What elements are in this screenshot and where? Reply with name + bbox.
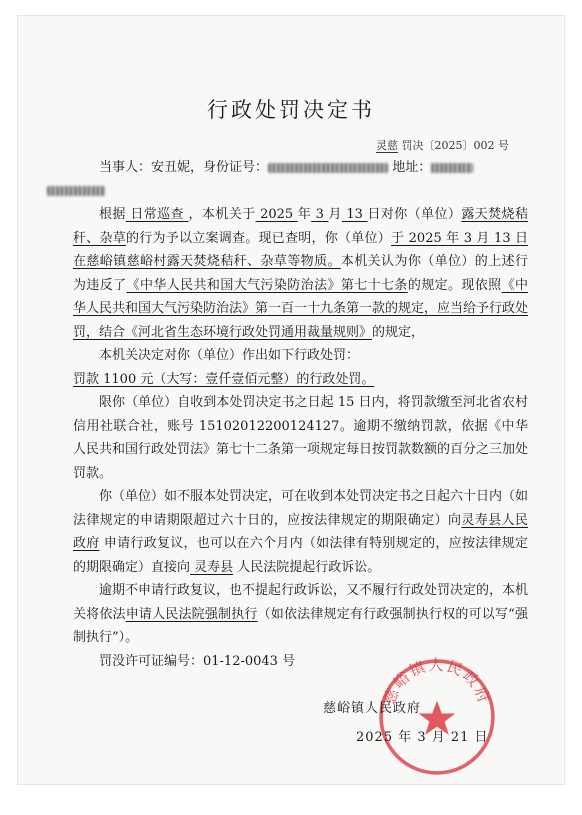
- party-label: 当事人：: [99, 160, 152, 175]
- id-label: 身份证号：: [203, 160, 269, 175]
- party-line: [73, 156, 528, 203]
- case-month: 3: [311, 207, 329, 222]
- official-seal-icon: [376, 656, 498, 778]
- document-number-suffix: 罚决〔2025〕002 号: [398, 139, 509, 152]
- issuing-authority: 慈峪镇人民政府: [323, 701, 422, 716]
- text-segment: 申请行政复议，也可以在六个月内（如法律有特别规定的，应按法律规定的期限确定）直接向: [73, 536, 528, 575]
- redacted-address: [431, 163, 473, 173]
- paragraph-decision: [73, 344, 528, 391]
- case-day: 13: [341, 207, 368, 222]
- text-segment: 的规定。现依照: [407, 277, 502, 293]
- decision-intro: 本机关决定对你（单位）作出如下行政处罚：: [99, 348, 360, 363]
- document-number: [376, 137, 509, 153]
- document-body: [73, 156, 528, 673]
- text-segment: （如依法律规定有行政强制执行权的可以写“强制执行”）。: [73, 606, 528, 645]
- seal-text: 慈峪镇人民政府: [380, 656, 494, 708]
- penalty-basis: 《中华人民共和国大气污染防治法》第一百一十九条第一款的规定，应当给予行政处罚，结合《河北省生态环境行政处罚通用裁量规则》: [73, 277, 529, 340]
- case-source: 日常巡查: [125, 207, 189, 222]
- text-segment: 的行为予以立案调查。现已查明，你（单位）: [126, 230, 392, 246]
- address-label: 地址：: [392, 160, 432, 175]
- text-segment: 人民法院提起行政诉讼。: [233, 559, 381, 575]
- case-year: 2025: [255, 207, 298, 222]
- violation-type: 露天焚烧秸秆、杂草: [73, 207, 528, 246]
- text-segment: 本机关认为你（单位）的上述行为违反了: [73, 254, 528, 293]
- text-segment: 的规定，: [372, 324, 425, 340]
- text-segment: 你（单位）如不服本处罚决定，可在收到本处罚决定书之日起六十日内（如法律规定的申请期限超过六十日的，应按法律规定的期限确定）向: [73, 489, 529, 528]
- violated-law: 《中华人民共和国大气污染防治法》第七十七条: [126, 277, 408, 293]
- document-number-prefix: 灵慈: [376, 139, 399, 152]
- redacted-id-number: [268, 163, 388, 173]
- text-segment: ，本机关于: [188, 207, 256, 222]
- enforcement-method: 申请人民法院强制执行: [125, 606, 258, 622]
- text-segment: 月: [328, 207, 342, 222]
- permit-number: 罚没许可证编号：01-12-0043 号: [99, 653, 296, 669]
- fine-amount: 罚款 1100 元（大写：壹仟壹佰元整）的行政处罚。: [73, 371, 375, 387]
- text-segment: 逾期不申请行政复议，也不提起行政诉讼，又不履行行政处罚决定的，本机关将依法: [73, 583, 529, 622]
- text-segment: 年: [297, 207, 312, 222]
- redacted-address-continued: [47, 186, 105, 196]
- text-segment: 根据: [99, 207, 126, 222]
- party-name: 安丑妮，: [151, 160, 204, 175]
- paragraph-appeal: [73, 485, 528, 579]
- court-county: 灵寿县: [190, 559, 234, 575]
- paragraph-enforcement: [73, 579, 528, 650]
- issue-date: 2025 年 3 月 21 日: [356, 730, 489, 745]
- document-title: 行政处罚决定书: [207, 98, 375, 122]
- document-page: [17, 15, 565, 785]
- text-segment: 日对你（单位）: [367, 207, 462, 222]
- review-authority: 灵寿县人民政府: [73, 512, 528, 551]
- paragraph-case-facts: [73, 203, 528, 344]
- paragraph-payment: 限你（单位）自收到本处罚决定书之日起 15 日内，将罚款缴至河北省农村信用社联合社，账号 15102012200124127。逾期不缴纳罚款，依据《中华人民共和国行政处罚法》第七十二条第一项规定每日按罚款数额的百分之三加处罚款。: [73, 395, 529, 481]
- violation-facts: 于 2025 年 3 月 13 日在慈峪镇慈峪村露天焚烧秸秆、杂草等物质。: [73, 230, 528, 269]
